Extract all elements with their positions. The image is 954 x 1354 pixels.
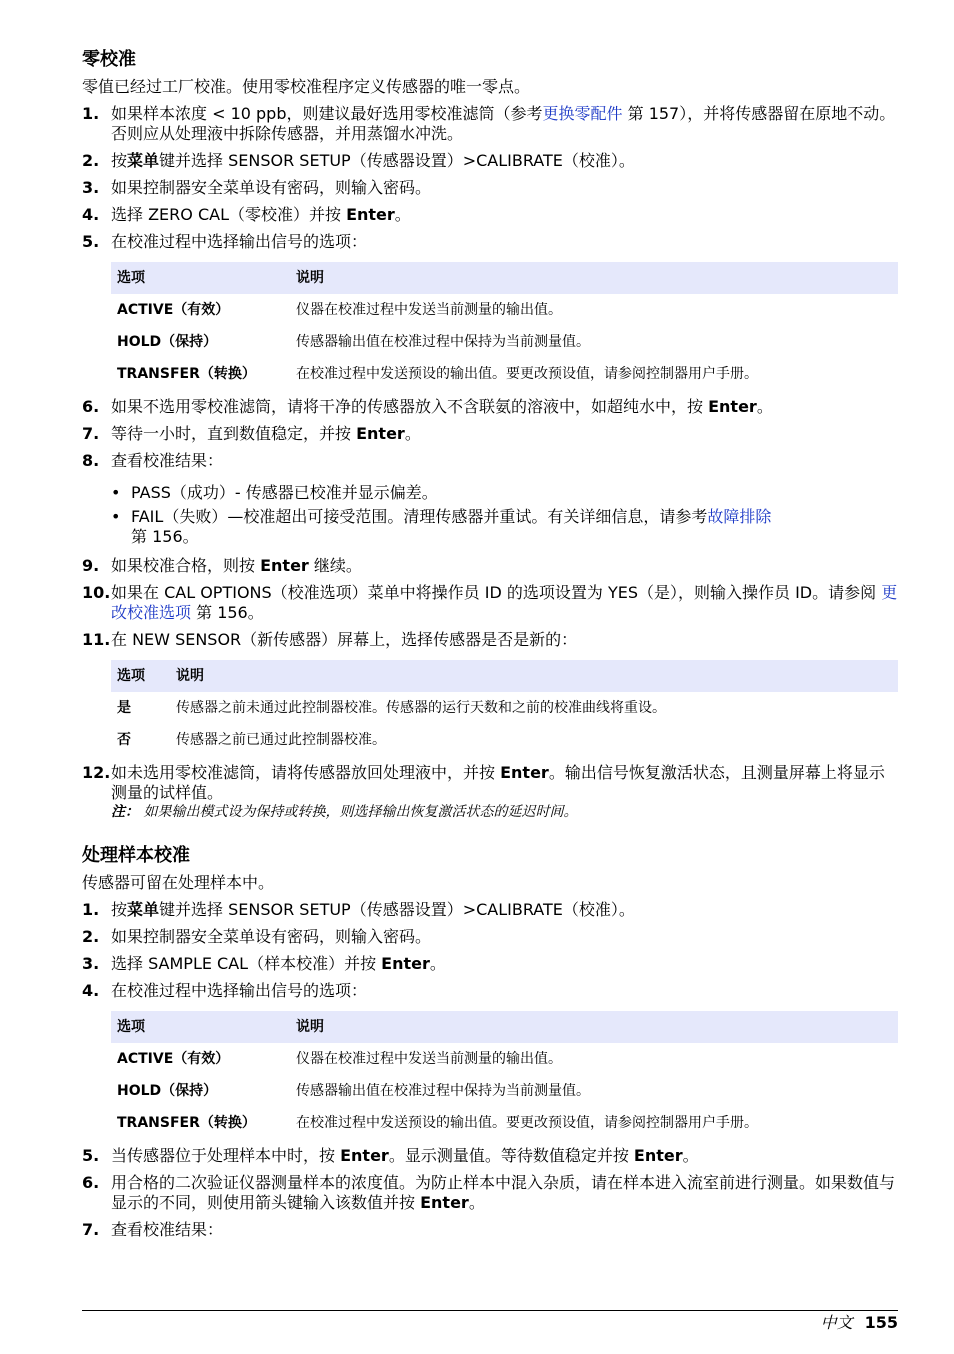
new-sensor-options-table: [111, 660, 898, 756]
step-text-part: 第 156。: [191, 603, 264, 622]
table-header: 选项: [111, 1011, 290, 1043]
step-11: [82, 630, 898, 650]
footer-language: 中文: [820, 1313, 853, 1332]
step-2: [82, 927, 898, 947]
step-10: [82, 583, 898, 623]
table-header-row: [111, 1011, 898, 1043]
table-cell-description: 传感器输出值在校准过程中保持为当前测量值。: [296, 334, 590, 350]
link-change-cal-options[interactable]: 更改校准选项: [111, 583, 898, 622]
step-text-part: 选择 SAMPLE CAL（样本校准）并按: [111, 954, 382, 973]
table-header-row: [111, 660, 898, 692]
step-text-part: 键并选择 SENSOR SETUP（传感器设置）>CALIBRATE（校准）。: [159, 900, 635, 919]
step-text-part: 。: [756, 397, 773, 416]
step-text: 如果控制器安全菜单设有密码，则输入密码。: [111, 178, 432, 197]
step-number: 4.: [82, 981, 100, 1000]
page-footer: [82, 1310, 898, 1332]
key-name: Enter: [500, 763, 549, 782]
step-6: [82, 1173, 898, 1213]
table-header: 说明: [290, 262, 898, 294]
page-number: 155: [864, 1313, 898, 1332]
step-4: [82, 981, 898, 1001]
table-cell-description: 在校准过程中发送预设的输出值。要更改预设值，请参阅控制器用户手册。: [296, 366, 758, 382]
step-text-part: 如果校准合格，则按: [111, 556, 261, 575]
key-name: Enter: [381, 954, 430, 973]
step-text-part: 。输出信号恢复激活状态，且测量屏幕上将显示测量的试样值。: [111, 763, 885, 802]
key-name: Enter: [356, 424, 405, 443]
step-3: [82, 178, 898, 198]
table-cell-option: ACTIVE（有效）: [117, 1051, 230, 1067]
step-number: 2.: [82, 927, 100, 946]
step-text-part: 等待一小时，直到数值稳定，并按: [111, 424, 357, 443]
section-title-sample-cal: 处理样本校准: [82, 845, 190, 866]
step-text: [111, 424, 898, 444]
step-number: 5.: [82, 232, 100, 251]
table-row: [111, 724, 898, 756]
step-number: 12.: [82, 763, 111, 782]
step-text: 如果控制器安全菜单设有密码，则输入密码。: [111, 927, 432, 946]
table-cell-option: HOLD（保持）: [117, 334, 218, 350]
step-text: 在校准过程中选择输出信号的选项：: [111, 981, 368, 1000]
step-text-part: 继续。: [308, 556, 362, 575]
step-text: [111, 104, 898, 144]
key-name: Enter: [708, 397, 757, 416]
step-number: 5.: [82, 1146, 100, 1165]
key-name: Enter: [340, 1146, 389, 1165]
page-content: [82, 48, 898, 1240]
section-intro: 零值已经过工厂校准。使用零校准程序定义传感器的唯一零点。: [82, 77, 531, 96]
step-2: [82, 151, 898, 171]
note-label: 注：: [111, 804, 139, 820]
step-number: 3.: [82, 178, 100, 197]
step-number: 4.: [82, 205, 100, 224]
step-text: [111, 900, 898, 920]
step-text-part: 。: [468, 1193, 485, 1212]
table-cell-description: 仪器在校准过程中发送当前测量的输出值。: [296, 302, 562, 318]
table-row: [111, 692, 898, 724]
step-4: [82, 205, 898, 225]
step-number: 6.: [82, 397, 100, 416]
list-item-text: PASS（成功）- 传感器已校准并显示偏差。: [131, 483, 438, 502]
table-row: [111, 1107, 898, 1139]
step-number: 8.: [82, 451, 100, 470]
step-7: [82, 1220, 898, 1240]
table-row: [111, 326, 898, 358]
note-text: 如果输出模式设为保持或转换，则选择输出恢复激活状态的延迟时间。: [139, 804, 578, 820]
table-cell-description: 仪器在校准过程中发送当前测量的输出值。: [296, 1051, 562, 1067]
table-cell-description: 传感器之前未通过此控制器校准。传感器的运行天数和之前的校准曲线将重设。: [176, 700, 666, 716]
step-number: 3.: [82, 954, 100, 973]
table-header: 选项: [111, 660, 170, 692]
step-5: [82, 1146, 898, 1166]
key-name: Enter: [260, 556, 309, 575]
step-6: [82, 397, 898, 417]
table-row: [111, 1043, 898, 1075]
table-cell-option: HOLD（保持）: [117, 1083, 218, 1099]
step-text-part: 如未选用零校准滤筒，请将传感器放回处理液中，并按: [111, 763, 501, 782]
link-replace-zero-parts[interactable]: 更换零配件: [542, 104, 623, 123]
table-cell-option: TRANSFER（转换）: [117, 366, 256, 382]
table-row: [111, 358, 898, 390]
step-text-part: 第 157），并将传感器留在原地不动。否则应从处理液中拆除传感器，并用蒸馏水冲洗。: [111, 104, 896, 143]
step-text: [111, 583, 898, 623]
table-cell-description: 传感器之前已通过此控制器校准。: [176, 732, 386, 748]
step-7: [82, 424, 898, 444]
section-title-zero-cal: 零校准: [82, 49, 136, 70]
step-3: [82, 954, 898, 974]
step-number: 7.: [82, 1220, 100, 1239]
bullet: •: [111, 507, 121, 526]
step-text: [111, 1173, 898, 1213]
step-number: 1.: [82, 900, 100, 919]
step-1: [82, 900, 898, 920]
table-header: 说明: [290, 1011, 898, 1043]
step-number: 7.: [82, 424, 100, 443]
list-item-text: [131, 507, 771, 546]
output-options-table: [111, 262, 898, 390]
text-part: 第 156。: [131, 527, 199, 546]
bullet: •: [111, 483, 121, 502]
step-text: [111, 397, 898, 417]
table-cell-option: 否: [117, 732, 131, 748]
table-cell-description: 在校准过程中发送预设的输出值。要更改预设值，请参阅控制器用户手册。: [296, 1115, 758, 1131]
note: [82, 803, 898, 821]
step-text-part: 。: [404, 424, 421, 443]
step-number: 1.: [82, 104, 100, 123]
step-text: 在校准过程中选择输出信号的选项：: [111, 232, 368, 251]
step-text-part: 如果样本浓度 < 10 ppb，则建议最好选用零校准滤筒（参考: [111, 104, 543, 123]
table-row: [111, 294, 898, 326]
list-item: [111, 483, 898, 503]
link-troubleshooting[interactable]: 故障排除: [707, 507, 772, 526]
step-text-part: 如果不选用零校准滤筒，请将干净的传感器放入不含联氨的溶液中，如超纯水中，按: [111, 397, 709, 416]
list-item: [111, 507, 898, 547]
step-1: [82, 104, 898, 144]
table-cell-option: TRANSFER（转换）: [117, 1115, 256, 1131]
step-9: [82, 556, 898, 576]
key-name: 菜单: [127, 900, 160, 919]
step-text: 查看校准结果：: [111, 451, 224, 470]
table-cell-option: ACTIVE（有效）: [117, 302, 230, 318]
step-number: 6.: [82, 1173, 100, 1192]
step-text: [111, 954, 898, 974]
step-text-part: 。: [682, 1146, 699, 1165]
footer-right: [821, 1313, 898, 1333]
step-number: 2.: [82, 151, 100, 170]
step-text-part: 选择 ZERO CAL（零校准）并按: [111, 205, 347, 224]
step-text-part: 。: [394, 205, 411, 224]
step-8: [82, 451, 898, 471]
table-row: [111, 1075, 898, 1107]
step-text: [111, 556, 898, 576]
step-text-part: 当传感器位于处理样本中时，按: [111, 1146, 341, 1165]
table-cell-description: 传感器输出值在校准过程中保持为当前测量值。: [296, 1083, 590, 1099]
table-header: 选项: [111, 262, 290, 294]
step-text-part: 。显示测量值。等待数值稳定并按: [388, 1146, 634, 1165]
step-text-part: 如果在 CAL OPTIONS（校准选项）菜单中将操作员 ID 的选项设置为 YES（是），则输入操作员 ID。请参阅: [111, 583, 882, 602]
key-name: Enter: [346, 205, 395, 224]
step-12: [82, 763, 898, 803]
key-name: 菜单: [127, 151, 160, 170]
table-cell-option: 是: [117, 700, 131, 716]
table-header: 说明: [170, 660, 898, 692]
step-text-part: 用合格的二次验证仪器测量样本的浓度值。为防止样本中混入杂质，请在样本进入流室前进行测量。如果数值与显示的不同，则使用箭头键输入该数值并按: [111, 1173, 896, 1212]
step-text: [111, 1146, 898, 1166]
step-text: [111, 151, 898, 171]
output-options-table: [111, 1011, 898, 1139]
step-number: 11.: [82, 630, 111, 649]
step-text: 在 NEW SENSOR（新传感器）屏幕上，选择传感器是否是新的：: [111, 630, 578, 649]
key-name: Enter: [420, 1193, 469, 1212]
step-text: 查看校准结果：: [111, 1220, 224, 1239]
step-text-part: 键并选择 SENSOR SETUP（传感器设置）>CALIBRATE（校准）。: [159, 151, 635, 170]
key-name: Enter: [633, 1146, 683, 1165]
step-text-part: 按: [111, 900, 128, 919]
step-text: [111, 763, 898, 803]
step-number: 9.: [82, 556, 100, 575]
table-header-row: [111, 262, 898, 294]
step-number: 10.: [82, 583, 111, 602]
text-part: FAIL（失败）—校准超出可接受范围。清理传感器并重试。有关详细信息，请参考: [131, 507, 708, 526]
result-list: [111, 483, 898, 547]
step-text: [111, 205, 898, 225]
section-intro: 传感器可留在处理样本中。: [82, 873, 275, 892]
step-text-part: 按: [111, 151, 128, 170]
step-5: [82, 232, 898, 252]
step-text-part: 。: [429, 954, 446, 973]
